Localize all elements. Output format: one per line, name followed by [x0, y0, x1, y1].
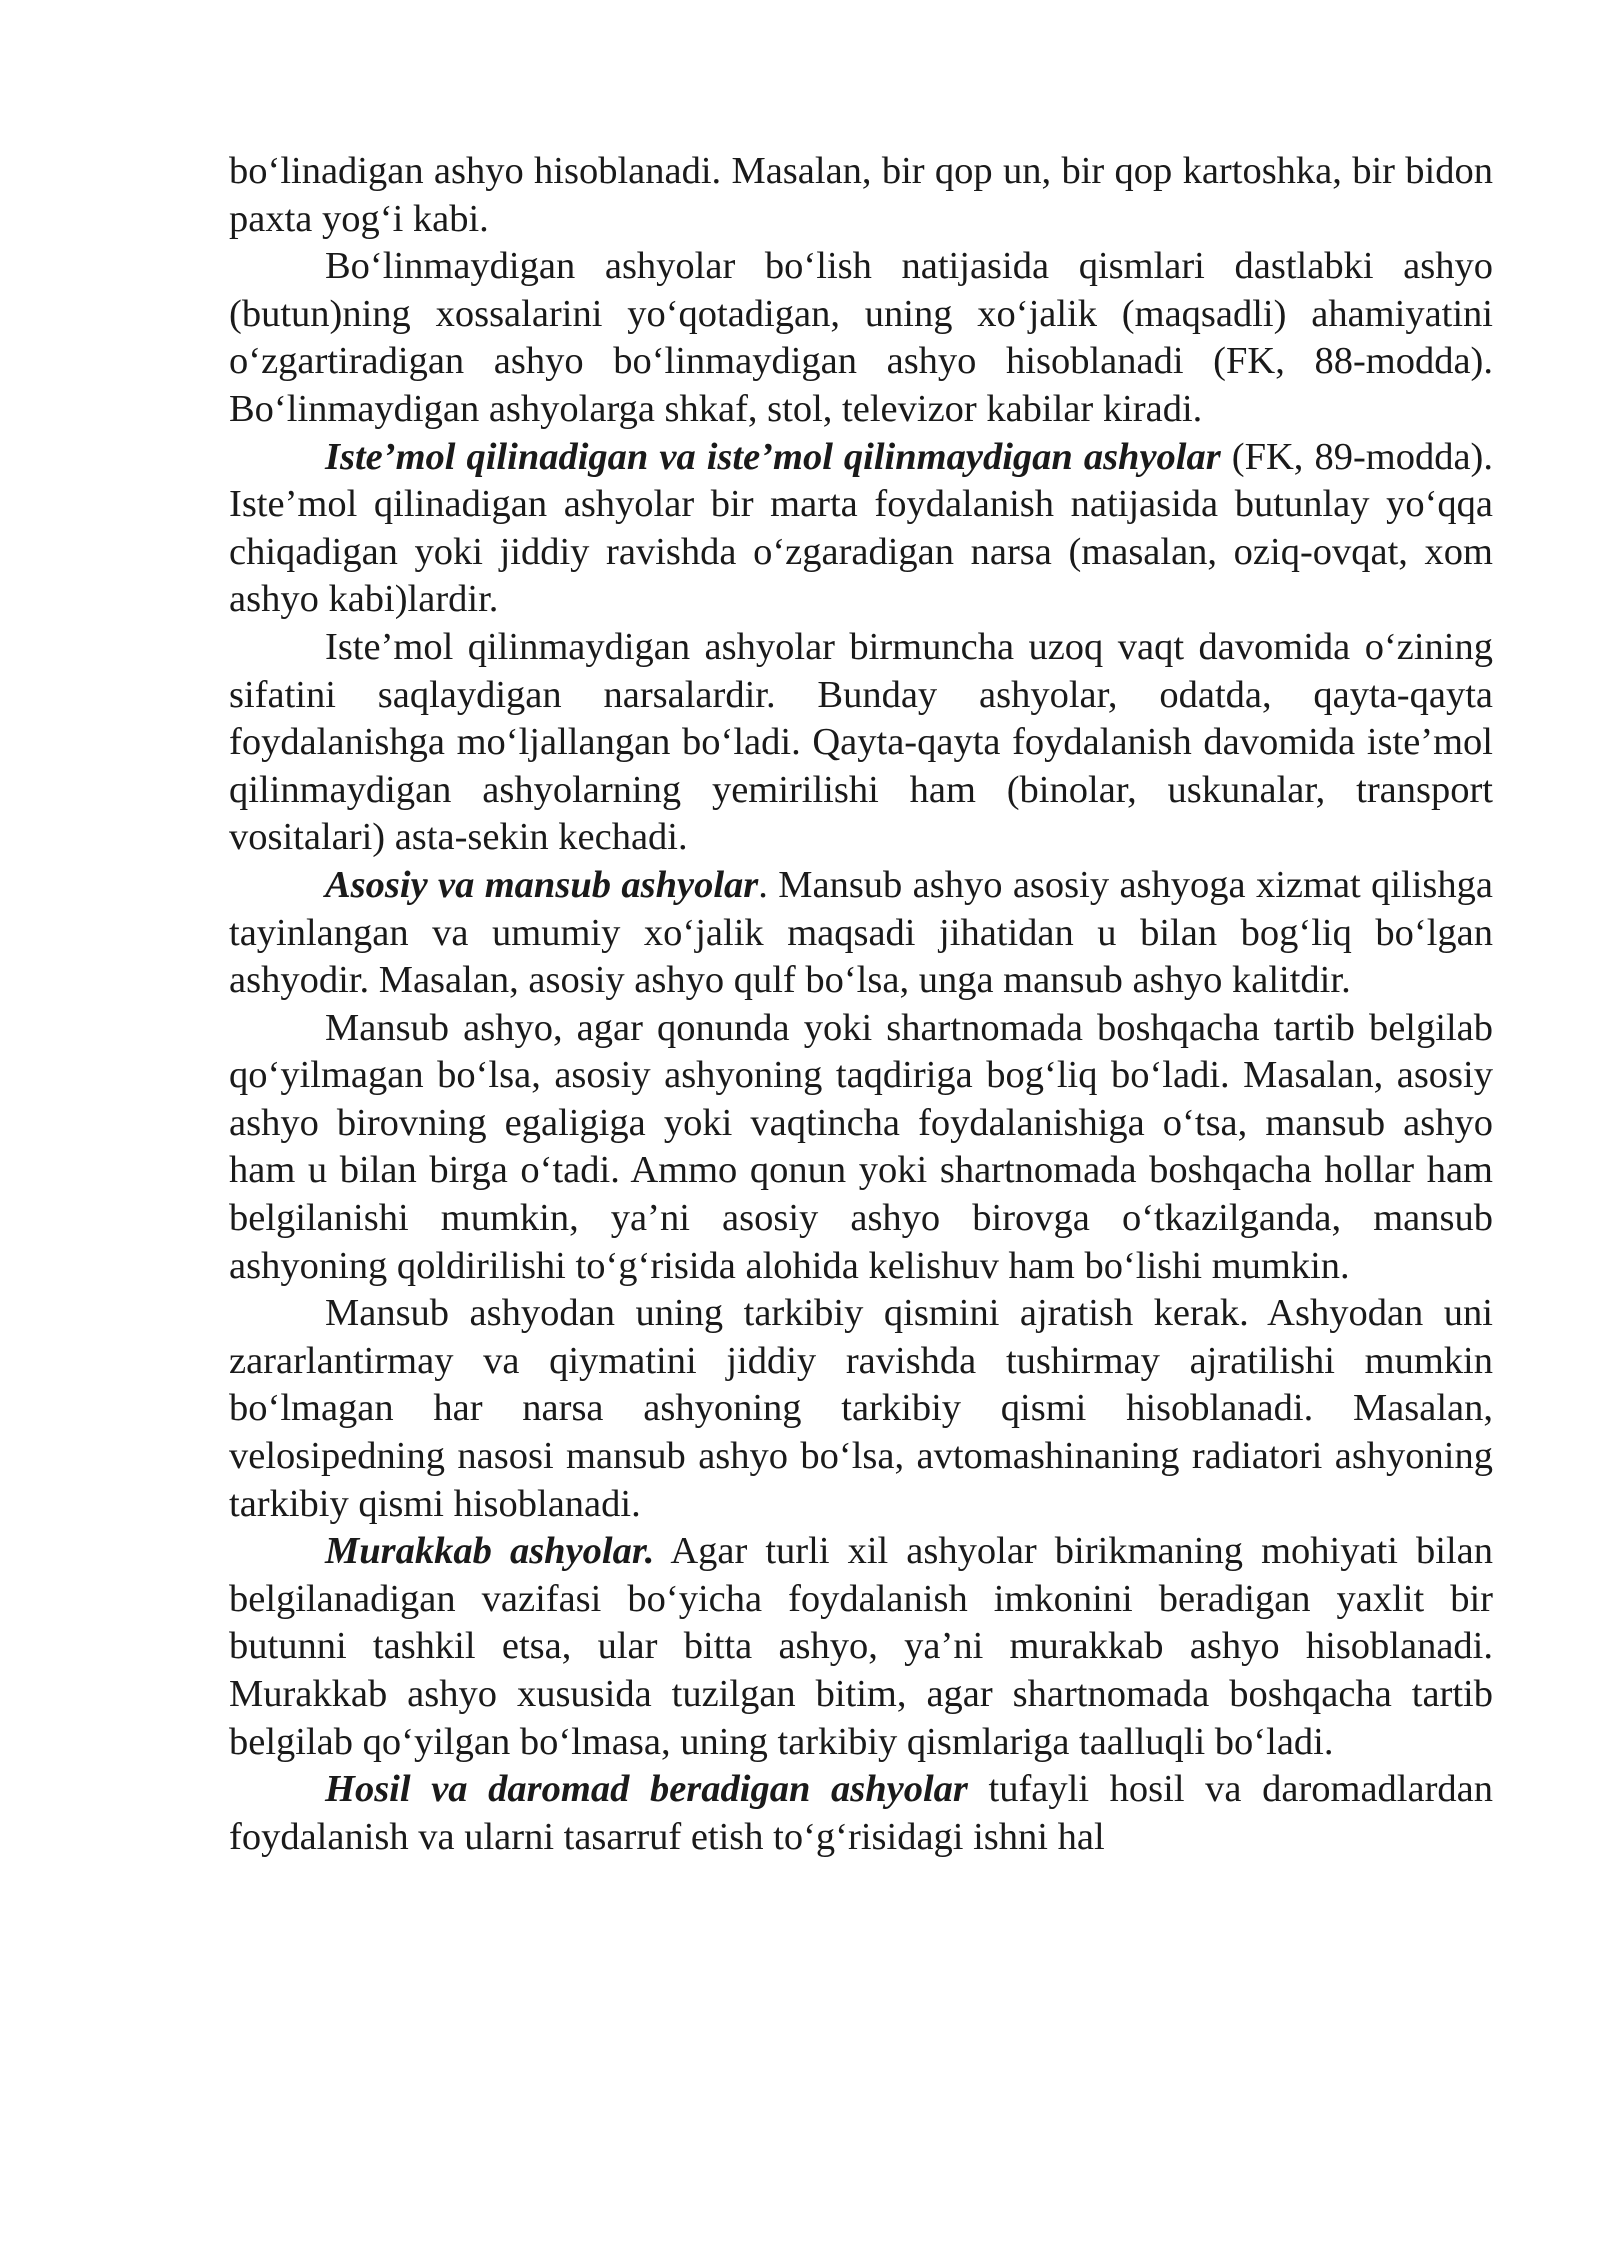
paragraph-text: (FK, 89-modda). Iste’mol qilinadigan ashyolar bir marta foydalanish natijasida butunlay yo‘qqa chiqadigan yoki jiddiy ravishda o‘zgaradigan narsa (masalan, oziq-ovqat, xom ashyo kabi)lardir.	[229, 435, 1493, 621]
paragraph	[229, 148, 1493, 243]
paragraph	[229, 862, 1493, 1005]
paragraph-text: Agar turli xil ashyolar birikmaning mohiyati bilan belgilanadigan vazifasi bo‘yicha foydalanish imkonini beradigan yaxlit bir butunni tashkil etsa, ular bitta ashyo, ya’ni murakkab ashyo hisoblanadi. Murakkab ashyo xususida tuzilgan bitim, agar shartnomada boshqacha tartib belgilab qo‘yilgan bo‘lmasa, uning tarkibiy qismlariga taalluqli bo‘ladi.	[229, 1530, 1493, 1763]
term-heading: Iste’mol qilinadigan va iste’mol qilinmaydigan ashyolar	[325, 435, 1221, 478]
term-heading: Murakkab ashyolar.	[325, 1530, 655, 1573]
paragraph-text: Bo‘linmaydigan ashyolar bo‘lish natijasida qismlari dastlabki ashyo (butun)ning xossalarini yo‘qotadigan, uning xo‘jalik (maqsadli) ahamiyatini o‘zgartiradigan ashyo bo‘linmaydigan ashyo hisoblanadi (FK, 88-modda). Bo‘linmaydigan ashyolarga shkaf, stol, televizor kabilar kiradi.	[229, 245, 1493, 430]
paragraph	[229, 1290, 1493, 1528]
paragraph	[229, 434, 1493, 624]
paragraph	[229, 1766, 1493, 1861]
paragraph	[229, 624, 1493, 862]
term-heading: Asosiy va mansub ashyolar	[325, 863, 759, 906]
paragraph-text: tufayli hosil va daromadlardan foydalanish va ularni tasarruf etish to‘g‘risidagi ishni hal	[229, 1768, 1493, 1858]
paragraph	[229, 1528, 1493, 1766]
term-heading: Hosil va daromad beradigan ashyolar	[325, 1768, 968, 1811]
paragraph-text: Iste’mol qilinmaydigan ashyolar birmuncha uzoq vaqt davomida o‘zining sifatini saqlaydigan narsalardir. Bunday ashyolar, odatda, qayta-qayta foydalanishga mo‘ljallangan bo‘ladi. Qayta-qayta foydalanish davomida iste’mol qilinmaydigan ashyolarning yemirilishi ham (binolar, uskunalar, transport vositalari) asta-sekin kechadi.	[229, 625, 1493, 859]
paragraph-text: bo‘linadigan ashyo hisoblanadi. Masalan, bir qop un, bir qop kartoshka, bir bidon paxta yog‘i kabi.	[229, 150, 1493, 240]
paragraph-text: Mansub ashyodan uning tarkibiy qismini ajratish kerak. Ashyodan uni zararlantirmay va qiymatini jiddiy ravishda tushirmay ajratilishi mumkin bo‘lmagan har narsa ashyoning tarkibiy qismi hisoblanadi. Masalan, velosipedning nasosi mansub ashyo bo‘lsa, avtomashinaning radiatori ashyoning tarkibiy qismi hisoblanadi.	[229, 1292, 1493, 1525]
paragraph-text: . Mansub ashyo asosiy ashyoga xizmat qilishga tayinlangan va umumiy xo‘jalik maqsadi jihatidan u bilan bog‘liq bo‘lgan ashyodir. Masalan, asosiy ashyo qulf bo‘lsa, unga mansub ashyo kalitdir.	[229, 863, 1493, 1002]
paragraph	[229, 243, 1493, 433]
paragraph-text: Mansub ashyo, agar qonunda yoki shartnomada boshqacha tartib belgilab qo‘yilmagan bo‘lsa, asosiy ashyoning taqdiriga bog‘liq bo‘ladi. Masalan, asosiy ashyo birovning egaligiga yoki vaqtincha foydalanishiga o‘tsa, mansub ashyo ham u bilan birga o‘tadi. Ammo qonun yoki shartnomada boshqacha hollar ham belgilanishi mumkin, ya’ni asosiy ashyo birovga o‘tkazilganda, mansub ashyoning qoldirilishi to‘g‘risida alohida kelishuv ham bo‘lishi mumkin.	[229, 1006, 1493, 1287]
paragraph	[229, 1005, 1493, 1291]
document-page	[229, 148, 1493, 1861]
